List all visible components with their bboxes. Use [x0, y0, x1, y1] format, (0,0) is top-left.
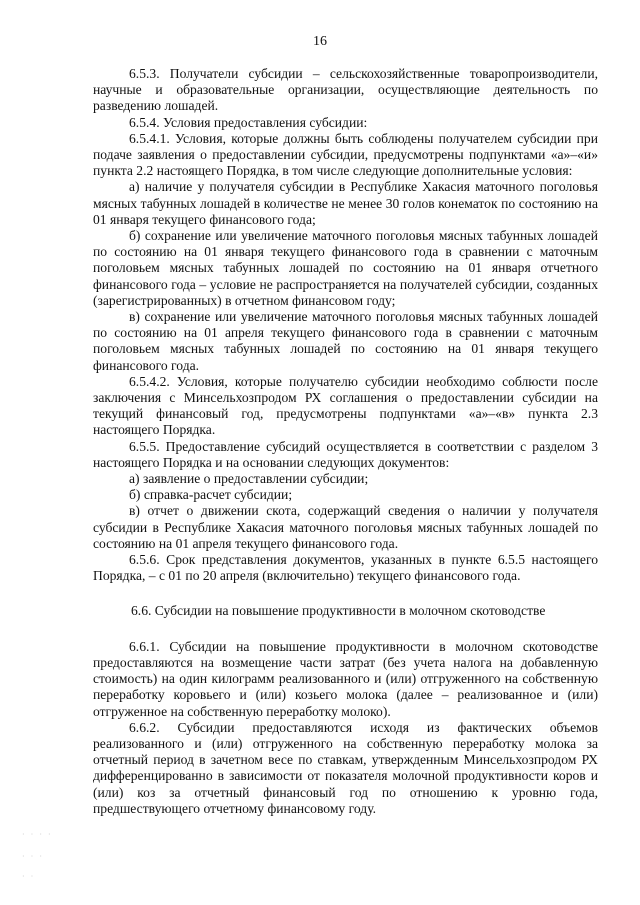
paragraph: 6.5.4.1. Условия, которые должны быть соблюдены получателем субсидии при подаче заявления о предоставлении субсидии, предусмотрены подпунктами «а»–«и» пункта 2.2 настоящего Порядка, в том числе следующие дополнительные условия:	[93, 130, 598, 179]
paragraph: 6.5.3. Получатели субсидии – сельскохозяйственные товаропроизводители, научные и образовательные организации, осуществляющие деятельность по разведению лошадей.	[93, 66, 598, 114]
paragraph: в) отчет о движении скота, содержащий сведения о наличии у получателя субсидии в Республике Хакасия маточного поголовья мясных табунных лошадей по состоянию на 01 апреля текущего финансового года.	[93, 503, 598, 551]
scan-artifact: · · ·	[22, 852, 44, 861]
paragraph: 6.5.4.2. Условия, которые получателю субсидии необходимо соблюсти после заключения с Минсельхозпродом РХ соглашения о предоставлении субсидии на текущий финансовый год, предусмотрены подпунктами «а»–«в» пункта 2.3 настоящего Порядка.	[93, 373, 598, 438]
paragraph: 6.5.5. Предоставление субсидий осуществляется в соответствии с разделом 3 настоящего Порядка и на основании следующих документов:	[93, 438, 598, 470]
paragraph: б) справка-расчет субсидии;	[129, 487, 293, 503]
document-body	[93, 66, 598, 817]
paragraph: а) наличие у получателя субсидии в Республике Хакасия маточного поголовья мясных табунных лошадей в количестве не менее 30 голов конематок по состоянию на 01 января текущего финансового года;	[93, 179, 598, 227]
paragraph: а) заявление о предоставлении субсидии;	[129, 471, 369, 487]
section-heading: 6.6. Субсидии на повышение продуктивности в молочном скотоводстве	[131, 602, 546, 618]
paragraph: 6.5.6. Срок представления документов, указанных в пункте 6.5.5 настоящего Порядка, – с 01 по 20 апреля (включительно) текущего финансового года.	[93, 552, 598, 584]
paragraph: в) сохранение или увеличение маточного поголовья мясных табунных лошадей по состоянию на 01 апреля текущего финансового года в сравнении с маточным поголовьем мясных табунных лошадей по состоянию на 01 января текущего финансового года.	[93, 309, 598, 373]
paragraph: 6.6.1. Субсидии на повышение продуктивности в молочном скотоводстве предоставляются на возмещение части затрат (без учета налога на добавленную стоимость) на один килограмм реализованного и (или) отгруженного на собственную переработку коровьего и (или) козьего молока (далее – реализованное и (или) отгруженное на собственную переработку молоко).	[93, 638, 598, 719]
paragraph: б) сохранение или увеличение маточного поголовья мясных табунных лошадей по состоянию на 01 января текущего финансового года в сравнении с маточным поголовьем мясных табунных лошадей по состоянию на 01 января отчетного финансового года – условие не распространяется на получателей субсидии, созданных (зарегистрированных) в отчетном финансовом году;	[93, 228, 598, 308]
paragraph: 6.6.2. Субсидии предоставляются исходя из фактических объемов реализованного и (или) отгруженного на собственную переработку молока за отчетный период в зачетном весе по ставкам, утвержденным Минсельхозпродом РХ дифференцированно в зависимости от показателя молочной продуктивности коров и (или) коз за отчетный финансовый год по отношению к уровню года, предшествующего отчетному финансовому году.	[93, 719, 598, 816]
page-number: 16	[313, 34, 327, 49]
scan-artifact: · ·	[22, 872, 36, 881]
paragraph: 6.5.4. Условия предоставления субсидии:	[129, 114, 368, 130]
scan-artifact: · · · ·	[22, 830, 53, 839]
